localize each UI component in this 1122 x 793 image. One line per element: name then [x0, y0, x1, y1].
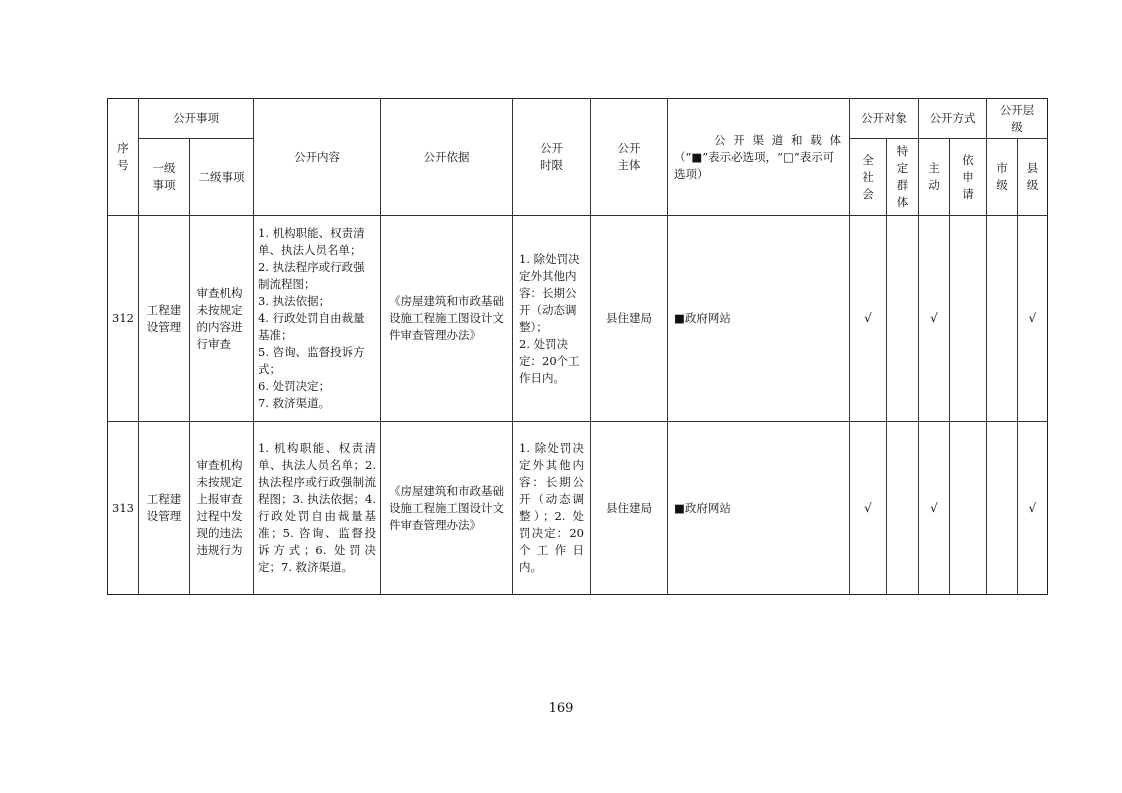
row-basis: 《房屋建筑和市政基础设施工程施工图设计文件审查管理办法》 [381, 216, 513, 422]
header-item-group: 公开事项 [139, 99, 254, 139]
content-item: 6. 处罚决定； [258, 379, 331, 393]
header-level-county: 县级 [1018, 139, 1048, 216]
row-target-specific [887, 216, 919, 422]
table-row [108, 422, 1048, 595]
header-row-1 [108, 99, 1048, 139]
row-level-city [987, 422, 1018, 595]
row-subject: 县住建局 [591, 216, 668, 422]
row-method-apply [950, 216, 987, 422]
header-method-group: 公开方式 [919, 99, 987, 139]
row-method-apply [950, 422, 987, 595]
header-target-specific: 特定群体 [887, 139, 919, 216]
row-subject: 县住建局 [591, 422, 668, 595]
header-method-apply: 依申请 [950, 139, 987, 216]
header-level-group: 公开层级 [987, 99, 1048, 139]
content-item: 1. 机构职能、权责清单、执法人员名单； [258, 226, 365, 257]
time-limit-item: 2. 处罚决定：20个工作日内。 [519, 336, 580, 385]
row-method-active: √ [919, 422, 950, 595]
row-content [254, 216, 381, 422]
time-limit-item: 1. 除处罚决定外其他内容：长期公开（动态调整）； [519, 251, 580, 334]
header-target-group: 公开对象 [850, 99, 919, 139]
row-basis: 《房屋建筑和市政基础设施工程施工图设计文件审查管理办法》 [381, 422, 513, 595]
content-item: 2. 执法程序或行政强制流程图； [258, 260, 365, 291]
header-level1: 一级事项 [139, 139, 190, 216]
header-subject: 公开主体 [591, 99, 668, 216]
disclosure-table [107, 98, 1048, 595]
row-level2: 审查机构未按规定上报审查过程中发现的违法违规行为 [190, 422, 254, 595]
content-item: 3. 执法依据； [258, 294, 331, 308]
header-level2: 二级事项 [190, 139, 254, 216]
row-method-active: √ [919, 216, 950, 422]
row-level2: 审查机构未按规定的内容进行审查 [190, 216, 254, 422]
row-level-city [987, 216, 1018, 422]
header-basis: 公开依据 [381, 99, 513, 216]
content-item: 5. 咨询、监督投诉方式； [258, 345, 365, 376]
header-time-limit: 公开时限 [513, 99, 591, 216]
header-content: 公开内容 [254, 99, 381, 216]
row-level1: 工程建设管理 [139, 216, 190, 422]
page-number: 169 [548, 701, 574, 716]
row-channel: ■政府网站 [668, 216, 850, 422]
row-level-county: √ [1018, 216, 1048, 422]
header-level-city: 市级 [987, 139, 1018, 216]
row-target-all: √ [850, 216, 887, 422]
row-seq: 313 [108, 422, 139, 595]
row-time-limit [513, 216, 591, 422]
content-item: 7. 救济渠道。 [258, 396, 331, 410]
header-seq: 序号 [108, 99, 139, 216]
row-target-specific [887, 422, 919, 595]
header-target-all: 全社会 [850, 139, 887, 216]
row-channel: ■政府网站 [668, 422, 850, 595]
row-target-all: √ [850, 422, 887, 595]
header-method-active: 主动 [919, 139, 950, 216]
header-channel: 公开渠道和载体 （“■”表示必选项，“□”表示可选项） [668, 99, 850, 216]
row-level-county: √ [1018, 422, 1048, 595]
row-seq: 312 [108, 216, 139, 422]
row-content: 1. 机构职能、权责清单、执法人员名单；2. 执法程序或行政强制流程图；3. 执法依据；4. 行政处罚自由裁量基准；5. 咨询、监督投诉方式；6. 处罚决定；7. 救济渠道。 [254, 422, 381, 595]
content-item: 4. 行政处罚自由裁量基准； [258, 311, 365, 342]
table-row [108, 216, 1048, 422]
row-level1: 工程建设管理 [139, 422, 190, 595]
row-time-limit: 1. 除处罚决定外其他内容：长期公开（动态调整）；2. 处罚决定：20个工作日内。 [513, 422, 591, 595]
